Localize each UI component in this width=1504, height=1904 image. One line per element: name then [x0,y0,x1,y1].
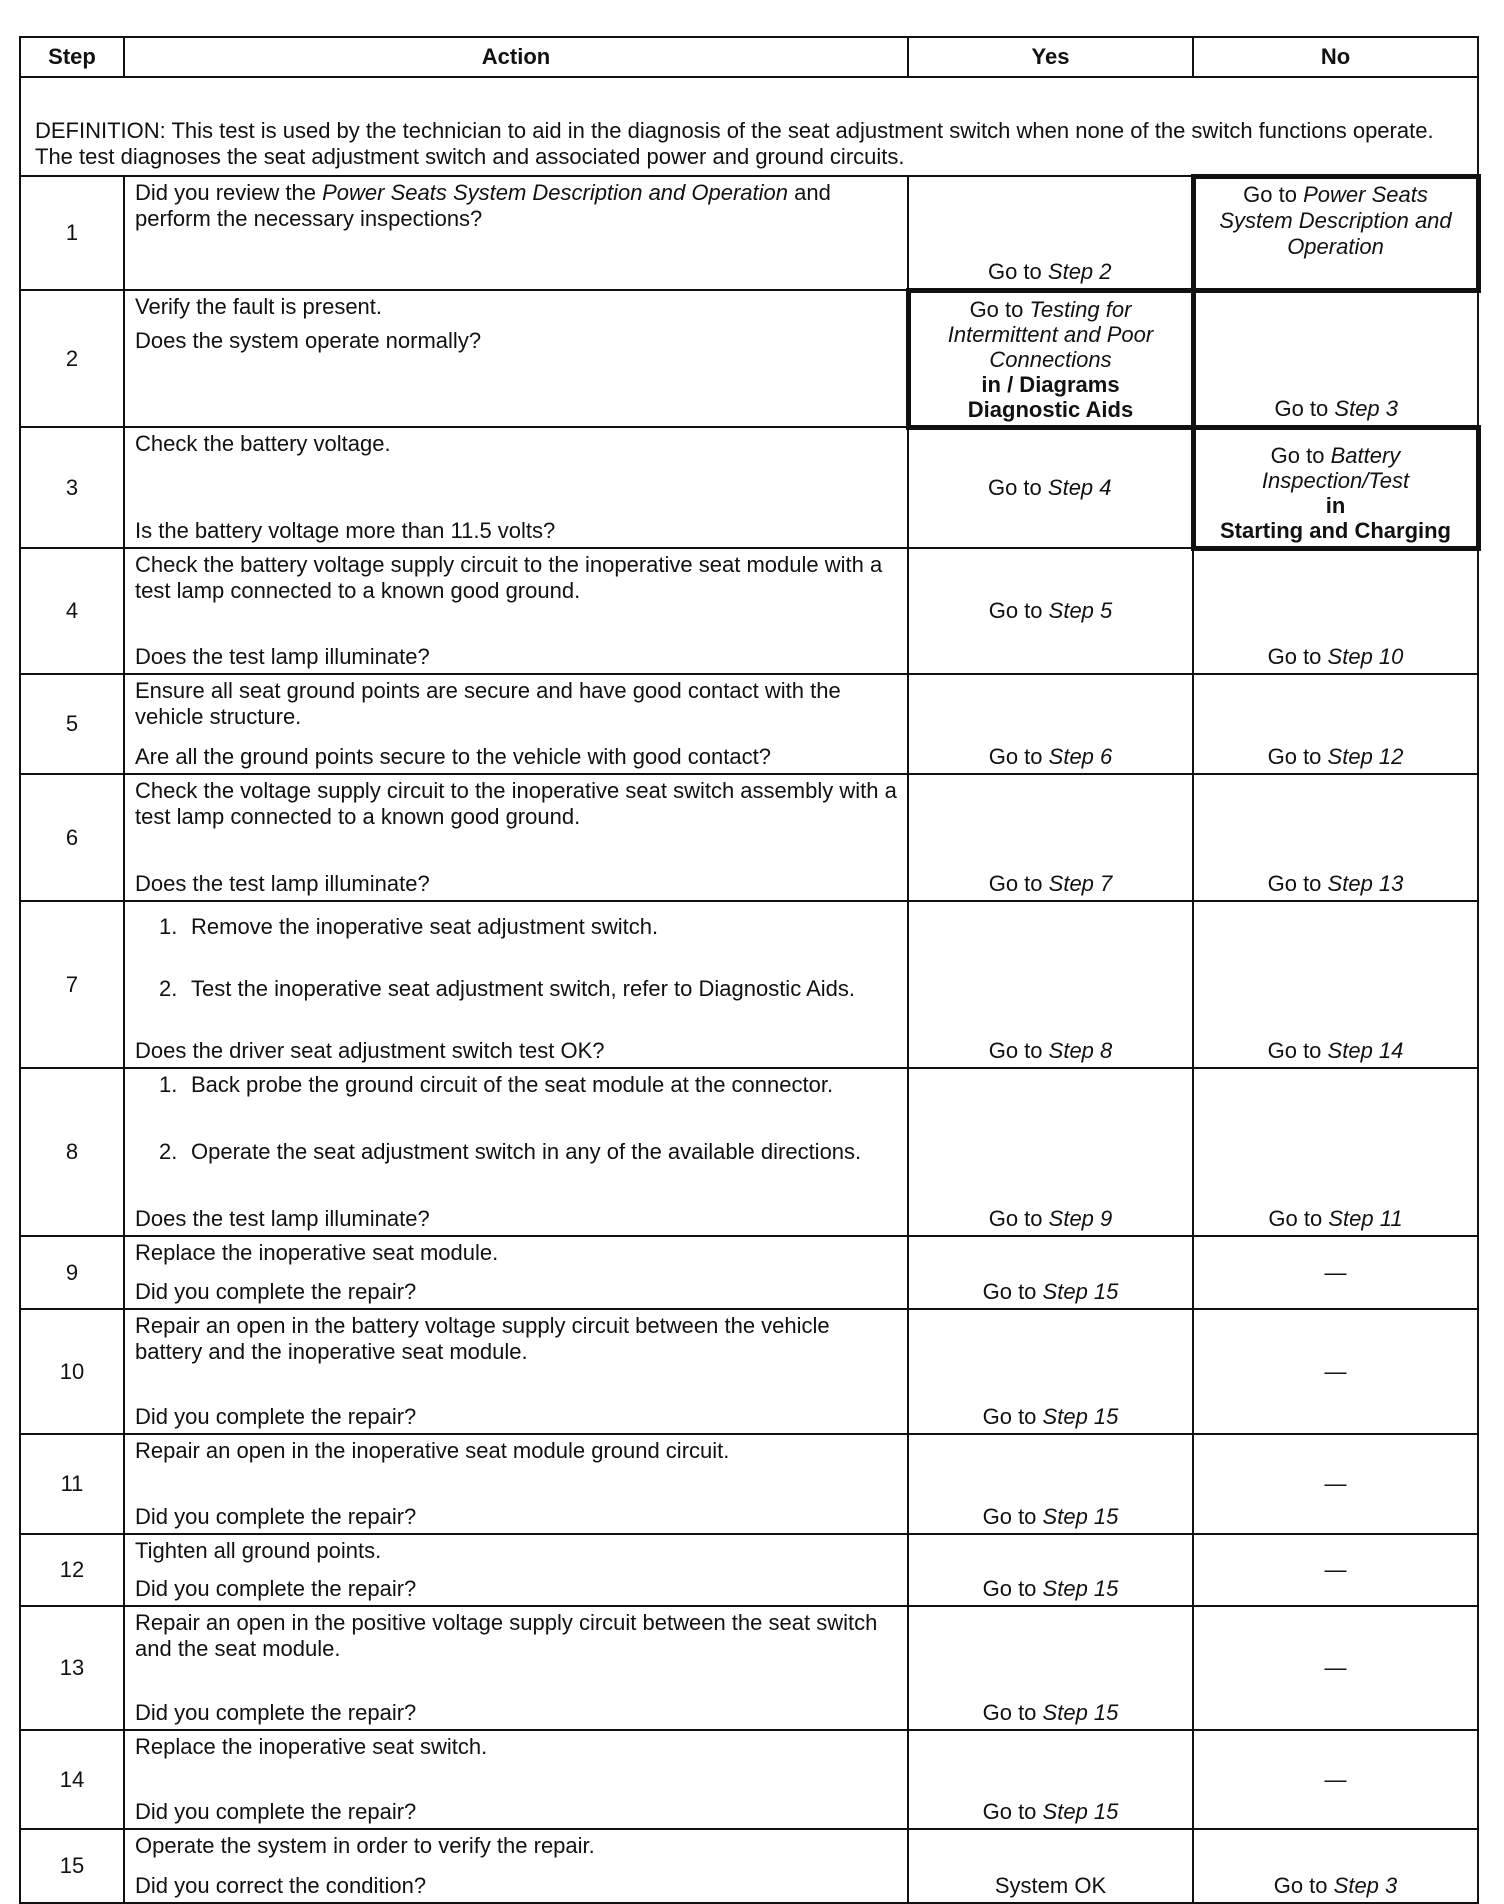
table-row [20,674,1478,774]
action-cell [124,176,908,290]
action-text: Did you review the [135,180,316,205]
no-cell: — [1193,1730,1478,1829]
table-row [20,427,1478,548]
goto-text: Go to [1270,442,1325,468]
step-link[interactable]: Step 4 [1047,475,1112,501]
action-question: Did you complete the repair? [135,1504,417,1529]
goto-text: Go to [982,1504,1037,1529]
goto-text: Go to [987,475,1042,501]
header-step: Step [20,37,124,77]
goto-text: Go to [1274,395,1329,421]
no-cell[interactable] [1193,548,1478,674]
step-link[interactable]: Step 15 [1042,1279,1119,1304]
doc-section: in / Diagrams [981,371,1120,397]
step-link[interactable]: Step 3 [1334,395,1399,421]
table-row [20,1236,1478,1309]
yes-cell[interactable] [908,774,1193,901]
goto-text: Go to [988,1206,1043,1231]
action-text: Operate the system in order to verify the repair. [135,1833,595,1858]
list-number: 2. [159,1139,178,1164]
step-link[interactable]: Step 2 [1047,258,1112,284]
yes-cell[interactable] [908,1730,1193,1829]
action-cell [124,1309,908,1434]
no-cell[interactable] [1193,674,1478,774]
action-question: Did you complete the repair? [135,1279,417,1304]
goto-text: Go to [988,598,1043,623]
goto-text: Go to [1267,744,1322,769]
action-text: Check the battery voltage supply circuit to the inoperative seat module with a test lamp connected to a known good ground. [135,552,883,603]
yes-cell[interactable] [908,427,1193,548]
doc-link[interactable]: Testing for Intermittent and Poor Connections [947,296,1154,372]
no-cell[interactable] [1193,176,1478,290]
step-number: 10 [20,1309,124,1434]
no-cell: — [1193,1236,1478,1309]
goto-text: Go to [1267,1038,1322,1063]
no-cell: — [1193,1606,1478,1730]
no-cell: — [1193,1309,1478,1434]
action-cell [124,1606,908,1730]
step-number: 1 [20,176,124,290]
goto-text: Go to [988,744,1043,769]
goto-text: Go to [1243,181,1297,207]
goto-text: Go to [969,296,1024,322]
table-row [20,548,1478,674]
step-link[interactable]: Step 3 [1333,1873,1398,1898]
action-question: Does the test lamp illuminate? [135,1206,430,1231]
list-number: 1. [159,1072,178,1097]
step-number: 11 [20,1434,124,1534]
action-question: Did you complete the repair? [135,1576,417,1601]
list-text: Operate the seat adjustment switch in any of the available directions. [191,1139,862,1164]
yes-cell[interactable] [908,1068,1193,1236]
step-number: 14 [20,1730,124,1829]
action-text: Replace the inoperative seat switch. [135,1734,488,1759]
step-number: 15 [20,1829,124,1903]
table-row [20,290,1478,427]
list-item [135,976,897,1002]
goto-text: Go to [1267,871,1322,896]
step-number: 12 [20,1534,124,1606]
step-number: 5 [20,674,124,774]
no-cell[interactable] [1193,290,1478,427]
action-cell [124,1730,908,1829]
action-text: Tighten all ground points. [135,1538,382,1563]
goto-text: Go to [1268,1206,1323,1231]
header-no: No [1193,37,1478,77]
step-link[interactable]: Step 15 [1042,1576,1119,1601]
yes-cell[interactable] [908,1606,1193,1730]
table-row [20,1534,1478,1606]
list-item [135,1139,897,1165]
action-question: Does the test lamp illuminate? [135,644,430,669]
table-row [20,901,1478,1068]
definition: DEFINITION: This test is used by the technician to aid in the diagnosis of the seat adjustment switch when none of the switch functions operate. The test diagnoses the seat adjustment switch and associated power and ground circuits. [20,77,1478,176]
no-cell[interactable] [1193,1829,1478,1903]
action-question: Does the system operate normally? [135,328,482,353]
action-text: and perform the necessary inspections? [135,180,831,231]
action-text: Repair an open in the battery voltage supply circuit between the vehicle battery and the inoperative seat module. [135,1313,830,1364]
step-number: 6 [20,774,124,901]
step-link[interactable]: Step 6 [1048,744,1113,769]
yes-cell[interactable] [908,1236,1193,1309]
action-cell [124,901,908,1068]
doc-section: Starting and Charging [1220,517,1451,543]
table-row [20,1434,1478,1534]
goto-text: Go to [987,258,1042,284]
yes-cell[interactable] [908,1309,1193,1434]
goto-text: Go to [982,1404,1037,1429]
table-row [20,1730,1478,1829]
action-text: Repair an open in the positive voltage supply circuit between the seat switch and the seat module. [135,1610,878,1661]
action-question: Did you correct the condition? [135,1873,427,1898]
list-text: Test the inoperative seat adjustment switch, refer to Diagnostic Aids. [191,976,855,1001]
diagnostic-table [19,36,1481,1904]
step-link[interactable]: Step 12 [1327,744,1404,769]
action-cell [124,1236,908,1309]
yes-cell[interactable] [908,901,1193,1068]
action-text: Verify the fault is present. [135,294,383,319]
doc-link[interactable]: Battery Inspection/Test [1261,442,1410,493]
step-link[interactable]: Step 13 [1327,871,1404,896]
action-cell [124,1068,908,1236]
yes-cell[interactable] [908,674,1193,774]
action-cell [124,427,908,548]
step-number: 4 [20,548,124,674]
step-link[interactable]: Step 5 [1048,598,1113,623]
step-number: 7 [20,901,124,1068]
table-row [20,1829,1478,1903]
table-row [20,1068,1478,1236]
goto-text: Go to [1267,644,1322,669]
goto-text: Go to [982,1279,1037,1304]
no-cell[interactable] [1193,427,1478,548]
step-number: 13 [20,1606,124,1730]
step-link[interactable]: Step 15 [1042,1504,1119,1529]
step-number: 3 [20,427,124,548]
list-number: 2. [159,976,178,1001]
action-text: Check the battery voltage. [135,431,391,456]
yes-cell: System OK [908,1829,1193,1903]
action-question: Did you complete the repair? [135,1404,417,1429]
action-cell [124,548,908,674]
table-row [20,774,1478,901]
step-link[interactable]: Step 14 [1327,1038,1404,1063]
step-link[interactable]: Step 15 [1042,1700,1119,1725]
goto-text: Go to [988,871,1043,896]
step-link[interactable]: Step 7 [1048,871,1113,896]
goto-text: Go to [982,1576,1037,1601]
goto-text: Go to [982,1700,1037,1725]
action-question: Did you complete the repair? [135,1700,417,1725]
action-text: Replace the inoperative seat module. [135,1240,499,1265]
step-number: 2 [20,290,124,427]
action-text: Check the voltage supply circuit to the inoperative seat switch assembly with a test lamp connected to a known good ground. [135,778,897,829]
goto-text: Go to [988,1038,1043,1063]
step-number: 9 [20,1236,124,1309]
no-cell[interactable] [1193,1068,1478,1236]
action-cell [124,674,908,774]
action-text: Ensure all seat ground points are secure and have good contact with the vehicle structure. [135,678,841,729]
yes-cell[interactable] [908,176,1193,290]
header-action: Action [124,37,908,77]
action-question: Did you complete the repair? [135,1799,417,1824]
no-cell[interactable] [1193,774,1478,901]
step-link[interactable]: Step 15 [1042,1799,1119,1824]
step-link[interactable]: Step 8 [1048,1038,1113,1063]
no-cell: — [1193,1534,1478,1606]
table-row [20,176,1478,290]
yes-cell[interactable] [908,290,1193,427]
goto-text: Go to [1273,1873,1328,1898]
action-cell [124,1829,908,1903]
yes-cell[interactable] [908,1534,1193,1606]
list-number: 1. [159,914,178,939]
action-cell [124,774,908,901]
header-yes: Yes [908,37,1193,77]
action-cell [124,1534,908,1606]
doc-link[interactable]: Power Seats System Description and Operation [1219,181,1452,259]
no-cell[interactable] [1193,901,1478,1068]
step-link[interactable]: Step 9 [1048,1206,1113,1231]
table-row [20,1606,1478,1730]
list-text: Remove the inoperative seat adjustment switch. [191,914,659,939]
step-link[interactable]: Step 11 [1328,1206,1403,1231]
yes-cell[interactable] [908,1434,1193,1534]
yes-cell[interactable] [908,548,1193,674]
action-cell [124,1434,908,1534]
action-cell [124,290,908,427]
doc-section: Diagnostic Aids [967,396,1134,422]
list-text: Back probe the ground circuit of the seat module at the connector. [191,1072,834,1097]
action-question: Does the test lamp illuminate? [135,871,430,896]
no-cell: — [1193,1434,1478,1534]
list-item [135,1072,897,1098]
action-link[interactable]: Power Seats System Description and Operation [322,180,788,205]
step-link[interactable]: Step 10 [1327,644,1404,669]
list-item [135,914,897,940]
goto-text: Go to [982,1799,1037,1824]
action-text: Repair an open in the inoperative seat module ground circuit. [135,1438,730,1463]
action-question: Is the battery voltage more than 11.5 volts? [135,518,556,543]
step-number: 8 [20,1068,124,1236]
step-link[interactable]: Step 15 [1042,1404,1119,1429]
doc-section: in [1325,492,1346,518]
table-row [20,1309,1478,1434]
action-question: Are all the ground points secure to the vehicle with good contact? [135,744,771,769]
action-question: Does the driver seat adjustment switch test OK? [135,1038,605,1063]
